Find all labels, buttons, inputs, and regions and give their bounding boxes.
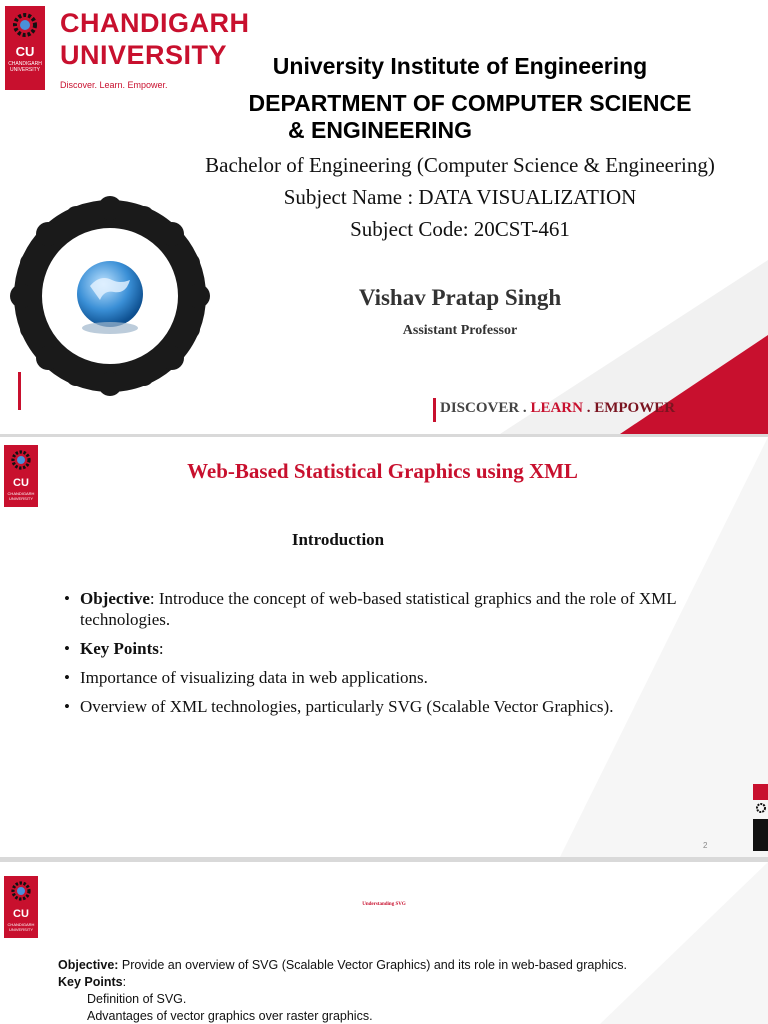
bullet-overview — [64, 696, 724, 717]
cu-logo-badge — [4, 876, 38, 938]
motto-accent-bar — [433, 398, 436, 422]
objective-text: Provide an overview of SVG (Scalable Vector Graphics) and its role in web-based graphics. — [118, 958, 628, 972]
point-item: Definition of SVG. — [87, 992, 187, 1006]
program-name: Bachelor of Engineering (Computer Science & Engineering) — [205, 153, 715, 177]
logo-wordmark-line1: CHANDIGARH — [60, 8, 250, 38]
gear-globe-icon — [5, 196, 215, 396]
subject-code: Subject Code: 20CST-461 — [350, 217, 570, 241]
page-number: 2 — [703, 841, 708, 850]
bullet-text: Importance of visualizing data in web applications. — [80, 668, 428, 687]
objective-block — [58, 957, 758, 1024]
department-line2: & ENGINEERING — [287, 117, 473, 143]
logo-tagline: Discover. Learn. Empower. — [60, 80, 168, 90]
motto-empower: . EMPOWER — [582, 400, 676, 416]
title-slide — [0, 0, 768, 434]
bullet-text: : — [158, 639, 164, 658]
logo-badge-sub: CHANDIGARH UNIVERSITY — [8, 61, 42, 73]
department-line1: DEPARTMENT OF COMPUTER SCIENCE — [248, 90, 692, 116]
motto-discover: DISCOVER . — [440, 400, 531, 416]
cu-logo-badge — [4, 445, 38, 507]
point-item: Advantages of vector graphics over raster graphics. — [87, 1009, 373, 1023]
logo-badge-text: CU — [15, 44, 35, 59]
bullet-importance — [64, 667, 724, 688]
motto — [440, 400, 675, 417]
objective-label: Objective: — [58, 958, 119, 972]
logo-badge-sub: CHANDIGARH UNIVERSITY — [7, 922, 35, 932]
cu-logo-badge — [5, 6, 45, 90]
cu-emblem-icon — [9, 879, 33, 903]
content-slide-2 — [0, 437, 768, 857]
bullet-objective — [64, 588, 724, 630]
motto-learn: LEARN — [530, 400, 583, 416]
key-points-label: Key Points — [58, 975, 123, 989]
bullet-text: Overview of XML technologies, particularly SVG (Scalable Vector Graphics). — [80, 697, 614, 716]
slide-title: Understanding SVG — [362, 902, 406, 907]
key-points-suffix: : — [122, 975, 127, 989]
presenter-designation: Assistant Professor — [402, 323, 518, 338]
bullet-key-points — [64, 638, 724, 659]
subject-name: Subject Name : DATA VISUALIZATION — [283, 185, 637, 209]
key-points-line — [58, 974, 758, 991]
slide-title: Web-Based Statistical Graphics using XML — [187, 459, 578, 483]
slide-subtitle: Introduction — [291, 530, 385, 549]
bullet-label: Key Points — [80, 639, 159, 658]
cu-emblem-icon — [9, 448, 33, 472]
presenter-name: Vishav Pratap Singh — [358, 285, 562, 310]
mini-logo-icon — [755, 802, 767, 814]
institute-name: University Institute of Engineering — [272, 53, 648, 79]
logo-badge-text: CU — [13, 908, 29, 920]
logo-badge-text: CU — [13, 477, 29, 489]
logo-wordmark-line2: UNIVERSITY — [60, 40, 228, 70]
content-slide-3 — [0, 862, 768, 1024]
bullet-text: : Introduce the concept of web-based statistical graphics and the role of XML technologies. — [80, 589, 677, 629]
logo-badge-sub: CHANDIGARH UNIVERSITY — [7, 491, 35, 501]
cu-emblem-icon — [10, 10, 40, 40]
objective-line — [58, 957, 758, 974]
bullet-list — [64, 588, 724, 725]
bullet-label: Objective — [80, 589, 150, 608]
